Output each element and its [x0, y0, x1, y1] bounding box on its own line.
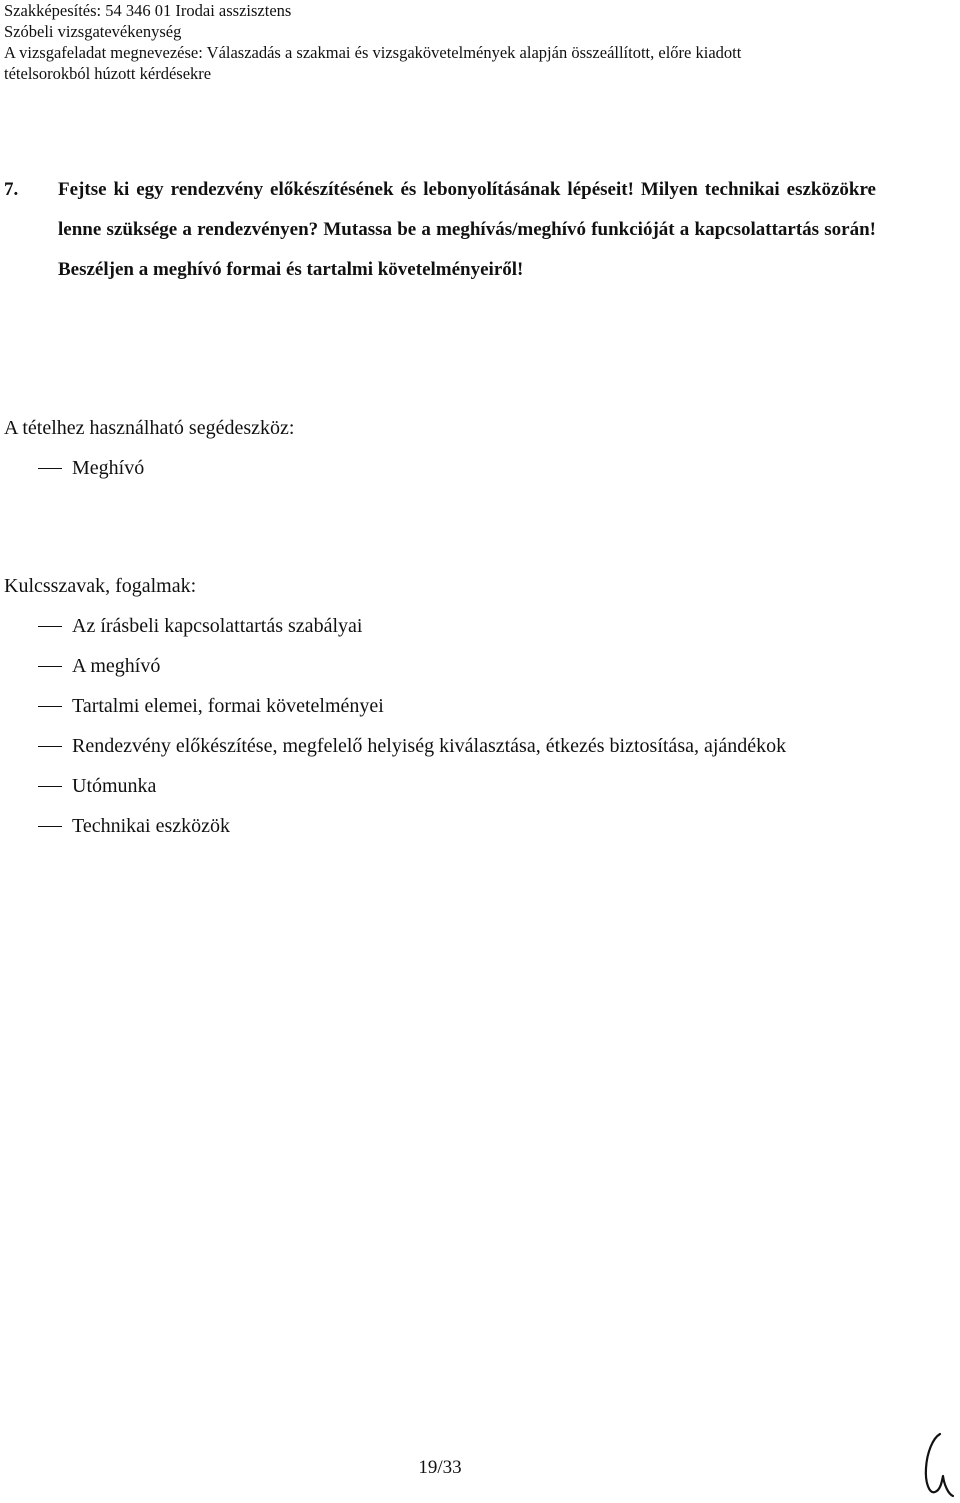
dash-bullet-icon: [38, 666, 62, 667]
dash-bullet-icon: [38, 626, 62, 627]
list-item-text: Utómunka: [72, 775, 157, 797]
tools-section: [4, 408, 876, 488]
keywords-list: [4, 606, 876, 846]
list-item-text: Tartalmi elemei, formai követelményei: [72, 695, 384, 717]
handwritten-initial-signature: [915, 1420, 959, 1502]
list-item: [4, 686, 876, 726]
list-item-text: Meghívó: [72, 457, 145, 479]
page-header: [4, 0, 944, 84]
dash-bullet-icon: [38, 746, 62, 747]
dash-bullet-icon: [38, 786, 62, 787]
list-item-text: A meghívó: [72, 655, 161, 677]
dash-bullet-icon: [38, 826, 62, 827]
dash-bullet-icon: [38, 706, 62, 707]
header-task-name: A vizsgafeladat megnevezése: Válaszadás a szakmai és vizsgakövetelmények alapján összeállított, előre kiadott: [4, 43, 742, 62]
header-exam-activity: Szóbeli vizsgatevékenység: [4, 22, 182, 41]
list-item: [4, 806, 876, 846]
question-text: Fejtse ki egy rendezvény előkészítésének és lebonyolításának lépéseit! Milyen technikai eszközökre lenne szüksége a rendezvényen? Mutassa be a meghívás/meghívó funkcióját a kapcsolattartás során! Beszéljen a meghívó formai és tartalmi követelményeiről!: [58, 179, 876, 280]
question-number: 7.: [4, 179, 19, 200]
exam-question: [4, 170, 876, 290]
list-item: [4, 766, 876, 806]
list-item: [4, 606, 876, 646]
list-item: [4, 646, 876, 686]
keywords-section: [4, 566, 876, 846]
list-item-text: Rendezvény előkészítése, megfelelő helyiség kiválasztása, étkezés biztosítása, ajándékok: [72, 735, 787, 757]
page-number: 19/33: [418, 1457, 462, 1478]
dash-bullet-icon: [38, 468, 62, 469]
list-item: [4, 726, 876, 766]
list-item-text: Technikai eszközök: [72, 815, 230, 837]
tools-title: A tételhez használható segédeszköz:: [4, 417, 295, 439]
list-item: [4, 448, 876, 488]
keywords-title: Kulcsszavak, fogalmak:: [4, 575, 197, 597]
header-qualification: Szakképesítés: 54 346 01 Irodai asszisztens: [4, 1, 292, 20]
tools-list: [4, 448, 876, 488]
header-task-name-continued: tételsorokból húzott kérdésekre: [4, 64, 212, 83]
list-item-text: Az írásbeli kapcsolattartás szabályai: [72, 615, 363, 637]
